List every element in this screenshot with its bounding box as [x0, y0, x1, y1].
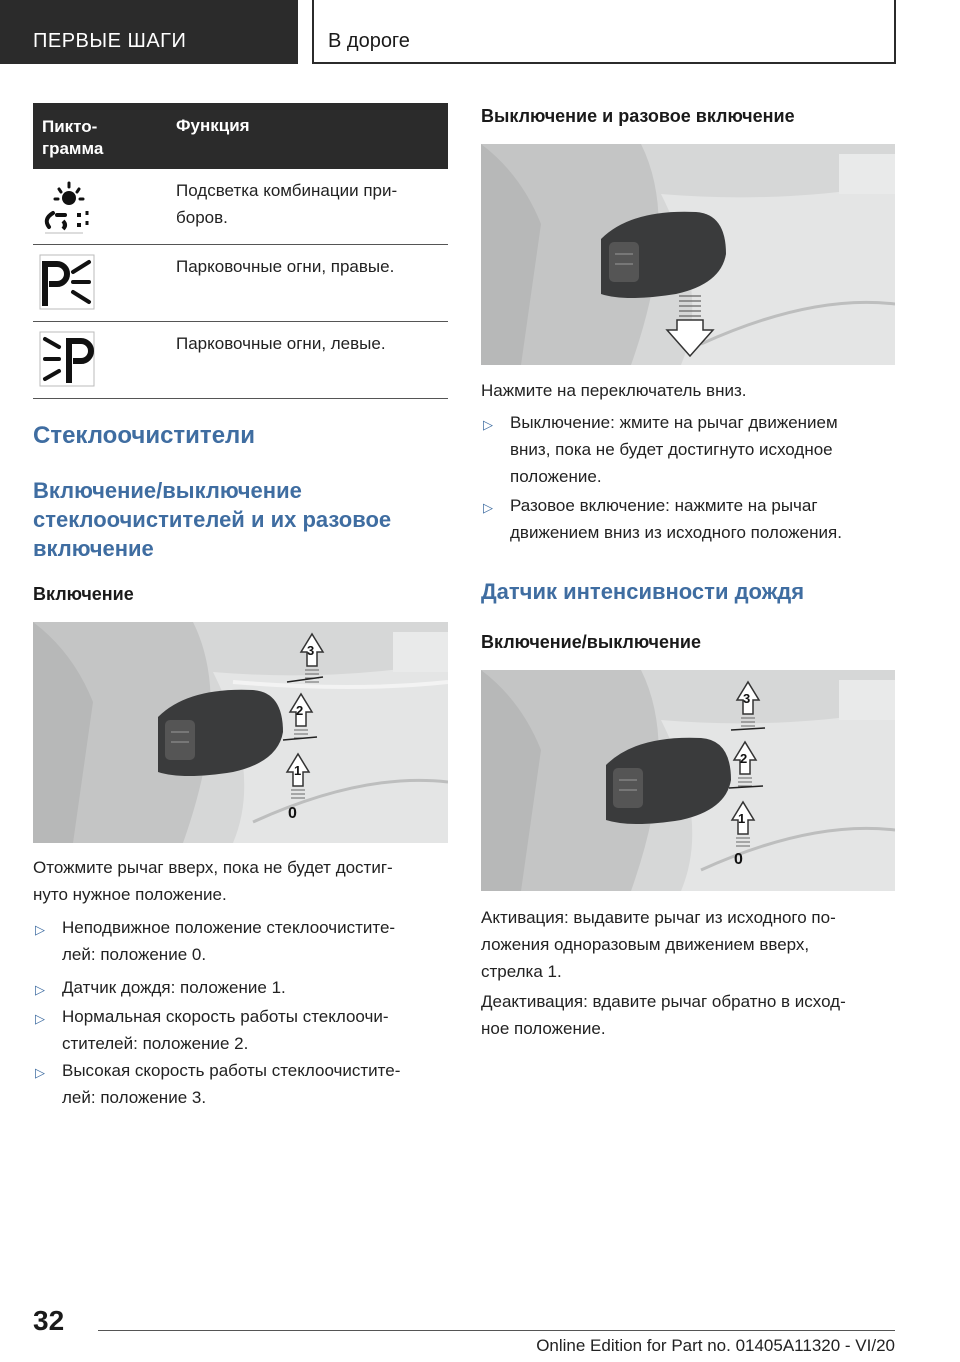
bullet-triangle-icon: ▷ [35, 922, 45, 937]
section-title: ПЕРВЫЕ ШАГИ [33, 30, 187, 52]
position-label-2: 2 [296, 703, 304, 718]
list-item: ▷ Высокая скорость работы стеклоочистите- лей: положение 3. [35, 1061, 401, 1107]
list-item: ▷ Неподвижное положение стеклоочистите- лей: положение 0. [35, 918, 396, 964]
position-label-0: 0 [288, 805, 297, 822]
list-item: ▷ Разовое включение: нажмите на рычаг движением вниз из исходного положения. [483, 496, 842, 542]
list-item: ▷ Нормальная скорость работы стеклоочи- стителей: положение 2. [35, 1007, 389, 1053]
activation-text: Активация: выдавите рычаг из исходного по- ложения одноразовым движением вверх, стрелка 1. [481, 908, 836, 981]
position-label-2: 2 [740, 751, 748, 766]
chapter-title: В дороге [328, 30, 410, 52]
footer-edition: Online Edition for Part no. 01405A11320 - VI/20 [536, 1336, 895, 1355]
position-label-1: 1 [738, 811, 746, 826]
bullet-triangle-icon: ▷ [35, 1065, 45, 1080]
row-text: Парковочные огни, правые. [176, 257, 395, 276]
instrument-lighting-icon [39, 181, 95, 240]
parking-lights-left-icon [39, 331, 97, 394]
page-number: 32 [33, 1305, 65, 1336]
header-function: Функция [176, 116, 250, 135]
bullet-triangle-icon: ▷ [35, 1011, 45, 1026]
list-item: ▷ Выключение: жмите на рычаг движением вниз, пока не будет достигнуто исходное положение. [483, 413, 838, 486]
subheading-off-single: Выключение и разовое включение [481, 106, 795, 126]
footer-divider [98, 1330, 895, 1331]
chapter-tab [312, 0, 896, 64]
row-text: Подсветка комбинации при- боров. [176, 181, 398, 227]
subheading-switch-on: Включение [33, 584, 134, 604]
wiper-lever-photo-up [33, 622, 448, 843]
wiper-lever-photo-down [481, 144, 895, 365]
bullet-triangle-icon: ▷ [483, 417, 493, 432]
subheading-rain-sensor-switch: Включение/выключение [481, 632, 701, 652]
parking-lights-right-icon [39, 254, 97, 317]
section-heading-rain-sensor: Датчик интенсивности дождя [481, 579, 805, 604]
list-item: ▷ Датчик дождя: положение 1. [33, 974, 453, 1001]
row-text: Парковочные огни, левые. [176, 334, 386, 353]
position-label-0: 0 [734, 851, 743, 868]
table-header [33, 103, 448, 169]
position-label-3: 3 [743, 691, 751, 706]
bullet-triangle-icon: ▷ [483, 500, 493, 515]
wiper-lever-photo-rain-sensor [481, 670, 895, 891]
section-heading-wipers: Стеклоочистители [33, 422, 256, 449]
bullet-triangle-icon: ▷ [35, 982, 45, 997]
subheading-wipers-switch: Включение/выключение стеклоочистителей и их разовое включение [33, 478, 392, 561]
position-label-3: 3 [307, 643, 315, 658]
header-pictogram: Пикто- грамма [42, 117, 104, 158]
pictogram-table [33, 103, 448, 399]
deactivation-text: Деактивация: вдавите рычаг обратно в исход- ное положение. [481, 992, 846, 1038]
table-row [33, 245, 448, 322]
section-tab [0, 0, 298, 64]
table-row [33, 322, 448, 399]
instruction-text: Нажмите на переключатель вниз. [481, 381, 747, 400]
position-label-1: 1 [294, 763, 302, 778]
instruction-text: Отожмите рычаг вверх, пока не будет достиг- нуто нужное положение. [33, 858, 393, 904]
table-row [33, 169, 448, 245]
